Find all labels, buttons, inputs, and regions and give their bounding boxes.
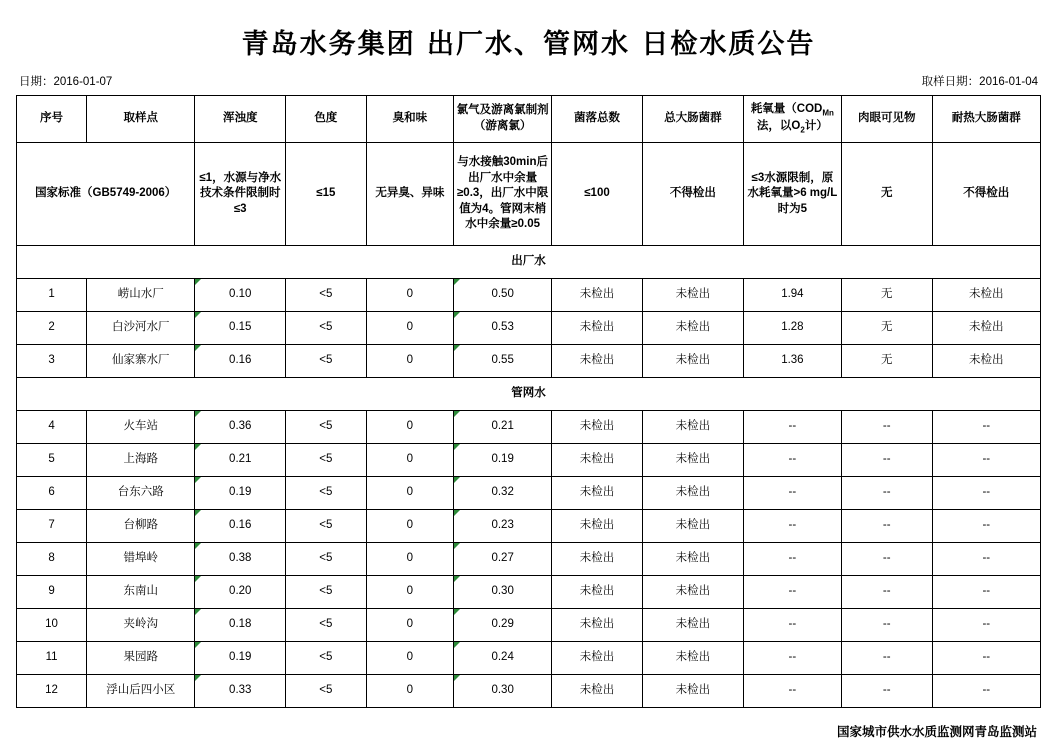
cell-chroma: <5: [286, 477, 366, 510]
cell-site: 浮山后四小区: [87, 675, 195, 708]
cell-colony: 未检出: [552, 411, 643, 444]
cell-thermotolerant: 未检出: [932, 312, 1040, 345]
cell-chlorine: 0.29: [454, 609, 552, 642]
cell-coliform: 未检出: [642, 312, 743, 345]
cell-cod: --: [743, 477, 841, 510]
cell-chlorine: 0.50: [454, 279, 552, 312]
cell-chlorine: 0.21: [454, 411, 552, 444]
cell-cod: --: [743, 675, 841, 708]
cell-chroma: <5: [286, 543, 366, 576]
cell-cod: --: [743, 411, 841, 444]
section-header-row: [17, 378, 1041, 411]
cell-turbidity: 0.21: [195, 444, 286, 477]
cell-colony: 未检出: [552, 312, 643, 345]
cell-chroma: <5: [286, 609, 366, 642]
cell-visible: --: [841, 510, 932, 543]
cell-no: 1: [17, 279, 87, 312]
cell-colony: 未检出: [552, 477, 643, 510]
cell-no: 9: [17, 576, 87, 609]
cell-colony: 未检出: [552, 444, 643, 477]
cell-cod: --: [743, 510, 841, 543]
cell-chroma: <5: [286, 312, 366, 345]
cell-odor: 0: [366, 609, 454, 642]
cell-no: 10: [17, 609, 87, 642]
cell-site: 东南山: [87, 576, 195, 609]
col-header-colony: 菌落总数: [552, 96, 643, 143]
cell-turbidity: 0.16: [195, 510, 286, 543]
cell-visible: --: [841, 543, 932, 576]
cell-coliform: 未检出: [642, 444, 743, 477]
table-row: [17, 477, 1041, 510]
cell-chroma: <5: [286, 411, 366, 444]
cell-thermotolerant: --: [932, 510, 1040, 543]
cell-colony: 未检出: [552, 675, 643, 708]
cell-no: 5: [17, 444, 87, 477]
table-row: [17, 312, 1041, 345]
cell-coliform: 未检出: [642, 609, 743, 642]
cell-colony: 未检出: [552, 576, 643, 609]
section-title-text: 出厂水: [511, 255, 546, 268]
cell-site: 火车站: [87, 411, 195, 444]
cell-chlorine: 0.24: [454, 642, 552, 675]
cell-odor: 0: [366, 675, 454, 708]
section-title: [17, 246, 1041, 279]
cell-chlorine: 0.30: [454, 675, 552, 708]
table-row: [17, 576, 1041, 609]
cell-thermotolerant: 未检出: [932, 345, 1040, 378]
cell-colony: 未检出: [552, 345, 643, 378]
national-standard-row: [17, 143, 1041, 246]
cell-cod: 1.36: [743, 345, 841, 378]
table-row: [17, 543, 1041, 576]
cell-odor: 0: [366, 576, 454, 609]
cell-visible: --: [841, 609, 932, 642]
col-header-chlorine: 氯气及游离氯制剂（游离氯）: [454, 96, 552, 143]
col-header-visible: 肉眼可见物: [841, 96, 932, 143]
col-header-thermotolerant: 耐热大肠菌群: [932, 96, 1040, 143]
cell-site: 台柳路: [87, 510, 195, 543]
publish-date: 日期：2016-01-07: [19, 76, 113, 88]
cell-odor: 0: [366, 345, 454, 378]
cell-chroma: <5: [286, 675, 366, 708]
cell-site: 错埠岭: [87, 543, 195, 576]
cell-coliform: 未检出: [642, 675, 743, 708]
cell-colony: 未检出: [552, 279, 643, 312]
cell-chroma: <5: [286, 345, 366, 378]
cell-site: 夹岭沟: [87, 609, 195, 642]
cell-visible: 无: [841, 345, 932, 378]
cell-thermotolerant: --: [932, 609, 1040, 642]
cell-no: 4: [17, 411, 87, 444]
cell-chroma: <5: [286, 642, 366, 675]
table-row: [17, 510, 1041, 543]
cell-turbidity: 0.18: [195, 609, 286, 642]
cell-chlorine: 0.53: [454, 312, 552, 345]
cell-visible: 无: [841, 279, 932, 312]
cell-odor: 0: [366, 510, 454, 543]
table-row: [17, 345, 1041, 378]
cell-chroma: <5: [286, 279, 366, 312]
table-row: [17, 411, 1041, 444]
cell-thermotolerant: 未检出: [932, 279, 1040, 312]
cell-no: 2: [17, 312, 87, 345]
cell-coliform: 未检出: [642, 411, 743, 444]
cell-visible: 无: [841, 312, 932, 345]
table-row: [17, 675, 1041, 708]
cell-turbidity: 0.19: [195, 642, 286, 675]
cell-visible: --: [841, 444, 932, 477]
cell-odor: 0: [366, 312, 454, 345]
cell-cod: 1.28: [743, 312, 841, 345]
table-row: [17, 444, 1041, 477]
cell-coliform: 未检出: [642, 543, 743, 576]
standard-cod: ≤3水源限制，原水耗氧量>6 mg/L时为5: [743, 143, 841, 246]
cell-turbidity: 0.36: [195, 411, 286, 444]
cell-thermotolerant: --: [932, 576, 1040, 609]
cell-odor: 0: [366, 642, 454, 675]
cell-no: 7: [17, 510, 87, 543]
cell-cod: --: [743, 642, 841, 675]
section-title-text: 管网水: [511, 387, 546, 400]
section-header-row: [17, 246, 1041, 279]
cell-no: 8: [17, 543, 87, 576]
cell-thermotolerant: --: [932, 543, 1040, 576]
cell-no: 6: [17, 477, 87, 510]
col-header-cod: 耗氧量（$COD_{Mn}$法，以$O_2$计）: [743, 96, 841, 143]
cell-thermotolerant: --: [932, 642, 1040, 675]
cell-cod: --: [743, 609, 841, 642]
meta-row: [16, 67, 1041, 95]
cell-chlorine: 0.55: [454, 345, 552, 378]
cell-site: 崂山水厂: [87, 279, 195, 312]
col-header-coliform: 总大肠菌群: [642, 96, 743, 143]
cell-chroma: <5: [286, 510, 366, 543]
cell-chlorine: 0.19: [454, 444, 552, 477]
cell-coliform: 未检出: [642, 279, 743, 312]
cell-colony: 未检出: [552, 642, 643, 675]
cell-no: 12: [17, 675, 87, 708]
cell-turbidity: 0.38: [195, 543, 286, 576]
cell-coliform: 未检出: [642, 510, 743, 543]
cell-site: 上海路: [87, 444, 195, 477]
cell-turbidity: 0.10: [195, 279, 286, 312]
cell-cod: --: [743, 444, 841, 477]
standard-coliform: 不得检出: [642, 143, 743, 246]
cell-coliform: 未检出: [642, 576, 743, 609]
cell-turbidity: 0.20: [195, 576, 286, 609]
cell-thermotolerant: --: [932, 477, 1040, 510]
cell-chroma: <5: [286, 444, 366, 477]
section-title: [17, 378, 1041, 411]
standard-colony: ≤100: [552, 143, 643, 246]
cell-visible: --: [841, 576, 932, 609]
cell-odor: 0: [366, 444, 454, 477]
standard-chroma: ≤15: [286, 143, 366, 246]
sample-date: 取样日期：2016-01-04: [921, 76, 1038, 88]
table-row: [17, 642, 1041, 675]
col-header-chroma: 色度: [286, 96, 366, 143]
standard-turbidity: ≤1，水源与净水技术条件限制时≤3: [195, 143, 286, 246]
cell-cod: --: [743, 576, 841, 609]
cell-cod: 1.94: [743, 279, 841, 312]
water-quality-table: [16, 95, 1041, 708]
table-body: [17, 143, 1041, 708]
cell-site: 仙家寨水厂: [87, 345, 195, 378]
cell-odor: 0: [366, 411, 454, 444]
cell-visible: --: [841, 411, 932, 444]
cell-site: 白沙河水厂: [87, 312, 195, 345]
cell-chlorine: 0.32: [454, 477, 552, 510]
cell-colony: 未检出: [552, 609, 643, 642]
cell-thermotolerant: --: [932, 444, 1040, 477]
cell-thermotolerant: --: [932, 675, 1040, 708]
cell-turbidity: 0.16: [195, 345, 286, 378]
table-row: [17, 609, 1041, 642]
cell-odor: 0: [366, 543, 454, 576]
col-header-no: 序号: [17, 96, 87, 143]
cell-visible: --: [841, 675, 932, 708]
cell-odor: 0: [366, 477, 454, 510]
footer-note: 国家城市供水水质监测网青岛监测站: [836, 725, 1037, 739]
cell-turbidity: 0.15: [195, 312, 286, 345]
cell-site: 果园路: [87, 642, 195, 675]
standard-odor: 无异臭、异味: [366, 143, 454, 246]
cell-colony: 未检出: [552, 510, 643, 543]
page-title: 青岛水务集团 出厂水、管网水 日检水质公告: [241, 29, 816, 60]
cell-chlorine: 0.30: [454, 576, 552, 609]
cell-coliform: 未检出: [642, 642, 743, 675]
cell-cod: --: [743, 543, 841, 576]
cell-thermotolerant: --: [932, 411, 1040, 444]
standard-label: 国家标准（GB5749-2006）: [17, 143, 195, 246]
standard-chlorine: 与水接触30min后出厂水中余量≥0.3，出厂水中限值为4。管网末梢水中余量≥0.05: [454, 143, 552, 246]
cell-chroma: <5: [286, 576, 366, 609]
col-header-turbidity: 浑浊度: [195, 96, 286, 143]
cell-odor: 0: [366, 279, 454, 312]
col-header-site: 取样点: [87, 96, 195, 143]
standard-thermotolerant: 不得检出: [932, 143, 1040, 246]
cell-chlorine: 0.23: [454, 510, 552, 543]
standard-visible: 无: [841, 143, 932, 246]
cell-no: 3: [17, 345, 87, 378]
table-row: [17, 279, 1041, 312]
cell-colony: 未检出: [552, 543, 643, 576]
cell-coliform: 未检出: [642, 345, 743, 378]
cell-visible: --: [841, 477, 932, 510]
cell-visible: --: [841, 642, 932, 675]
col-header-odor: 臭和味: [366, 96, 454, 143]
cell-turbidity: 0.19: [195, 477, 286, 510]
cell-no: 11: [17, 642, 87, 675]
table-header-row: [17, 96, 1041, 143]
cell-turbidity: 0.33: [195, 675, 286, 708]
cell-coliform: 未检出: [642, 477, 743, 510]
cell-site: 台东六路: [87, 477, 195, 510]
cell-chlorine: 0.27: [454, 543, 552, 576]
